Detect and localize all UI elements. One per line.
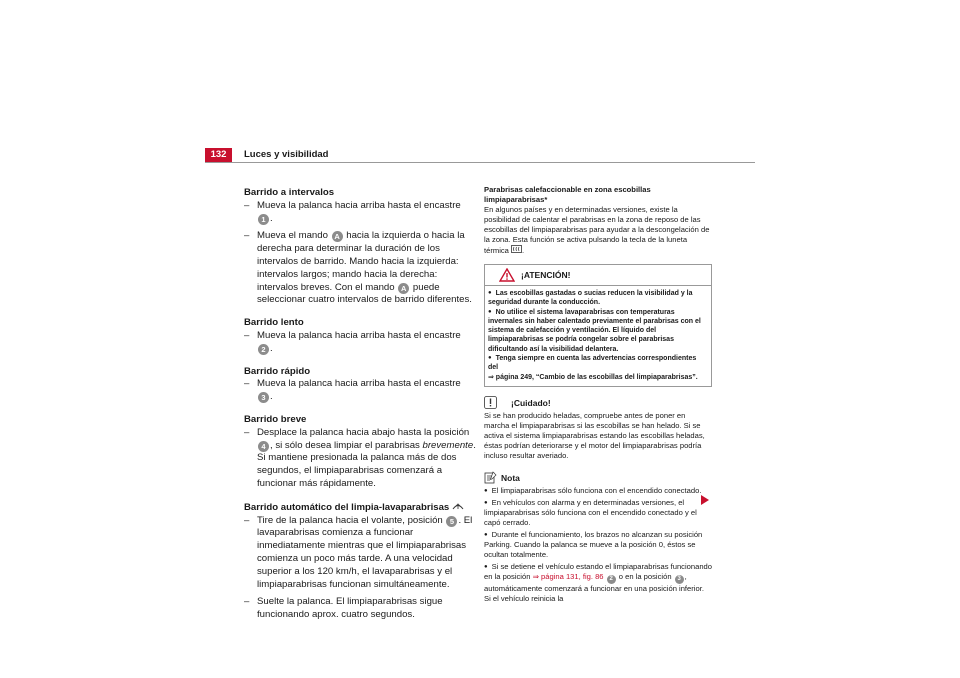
caution-text: Si se han producido heladas, compruebe antes de poner en marcha el limpiaparabrisas si las escobillas se han helado. Si se activa el sistema limpiaparabrisas estando las escobillas heladas, éstas podrían deteriorarse y el motor del limpiaparabrisas podría incluso resultar averiado.: [484, 410, 705, 460]
heated-windshield-text: En algunos países y en determinadas versiones, existe la posibilidad de calentar el parabrisas en la zona de reposo de las escobillas del limpiaparabrisas para ayudar a la descongelación de la zona. Esta función se activa pulsando la tecla de la luneta térmica .: [484, 205, 710, 255]
list-item: – Mueva la palanca hacia arriba hasta el encastre 3 .: [244, 378, 461, 403]
note-bullet: ● Durante el funcionamiento, los brazos no alcanzan su posición Parking. Cuando la palanca se mueve a la posición 0, éstos se ocultan totalmente.: [484, 530, 712, 560]
caution-title: ¡Cuidado!: [511, 397, 551, 408]
left-column: [244, 187, 476, 622]
continue-arrow-icon: [700, 495, 709, 505]
note-bullet: ● El limpiaparabrisas sólo funciona con el encendido conectado.: [484, 486, 712, 496]
position-key-4: 4: [258, 441, 269, 452]
warning-bullet: ● Las escobillas gastadas o sucias reducen la visibilidad y la seguridad durante la conducción.: [488, 289, 708, 308]
control-key-a: A: [398, 283, 409, 294]
windshield-washer-icon: [452, 501, 464, 511]
control-key-a: A: [332, 231, 343, 242]
position-key-3: 3: [258, 392, 269, 403]
warning-box: [484, 264, 712, 387]
note-bullet: ● En vehículos con alarma y en determinadas versiones, el limpiaparabrisas sólo funciona con el encendido conectado y el capó cerrado.: [484, 498, 712, 528]
list-item: – Desplace la palanca hacia abajo hasta la posición 4 , si sólo desea limpiar el parabrisas brevemente. Si mantiene presionada la palanca más de dos segundos, el limpiaparabrisas comenzará a funcionar más rápidamente.: [244, 426, 476, 489]
rear-window-heater-icon: [511, 245, 522, 254]
heading-slow: Barrido lento: [244, 317, 304, 329]
position-key-1: 1: [258, 214, 269, 225]
heading-fast: Barrido rápido: [244, 365, 311, 377]
note-icon: [484, 471, 497, 484]
warning-reference: ⇒ página 249, “Cambio de las escobillas del limpiaparabrisas”.: [488, 373, 698, 381]
heading-heated-windshield: Parabrisas calefaccionable en zona escobillas limpiaparabrisas*: [484, 185, 651, 204]
warning-title: ¡ATENCIÓN!: [521, 270, 571, 280]
section-title: Luces y visibilidad: [244, 149, 329, 160]
position-key-2: 2: [607, 575, 616, 584]
heading-auto: Barrido automático del limpia-lavaparabrisas: [244, 501, 476, 515]
warning-triangle-icon: [499, 268, 515, 282]
page-reference-link[interactable]: ⇒ página 131, fig. 86: [532, 571, 604, 581]
heading-brief: Barrido breve: [244, 413, 307, 425]
list-item: – Tire de la palanca hacia el volante, posición 5 . El lavaparabrisas comienza a funcionar inmediatamente mientras que el limpiaparabrisas comienza un poco más tarde. A una velocidad superior a los 120 km/h, el lavaparabrisas y el limpiaparabrisas funcionan simultáneamente.: [244, 514, 473, 590]
list-item: – Mueva la palanca hacia arriba hasta el encastre 1 .: [244, 199, 461, 224]
warning-bullet: ● No utilice el sistema lavaparabrisas con temperaturas invernales sin haber calentado previamente el parabrisas con el sistema de calefacción y ventilación. El líquido del limpiaparabrisas se podría congelar sobre el parabrisas dificultando así la visibilidad delantera.: [488, 308, 708, 354]
position-key-3: 3: [675, 575, 684, 584]
warning-bullet: ● Tenga siempre en cuenta las advertencias correspondientes del: [488, 354, 708, 373]
caution-icon: [484, 396, 497, 409]
header-rule: [205, 162, 755, 163]
position-key-5: 5: [446, 516, 457, 527]
list-item: – Suelte la palanca. El limpiaparabrisas sigue funcionando aprox. cuatro segundos.: [244, 596, 443, 621]
note-bullet: ● Si se detiene el vehículo estando el limpiaparabrisas funcionando en la posición ⇒ página 131, fig. 86 2 o en la posición 3 , automáticamente comenzará a funcionar en una posición inferior. Si el vehículo reinicia la: [484, 562, 712, 604]
note-title: Nota: [501, 472, 520, 483]
heading-intervals: Barrido a intervalos: [244, 187, 335, 198]
page-number: 132: [205, 148, 232, 162]
position-key-2: 2: [258, 344, 269, 355]
list-item: – Mueva el mando A hacia la izquierda o hacia la derecha para determinar la duración de los intervalos de barrido. Mando hacia la izquierda: intervalos largos; mando hacia la derecha: intervalos breves. Con el mando A puede seleccionar cuatro intervalos de barrido diferentes.: [244, 230, 472, 306]
list-item: – Mueva la palanca hacia arriba hasta el encastre 2 .: [244, 329, 461, 354]
right-column: [484, 185, 712, 604]
